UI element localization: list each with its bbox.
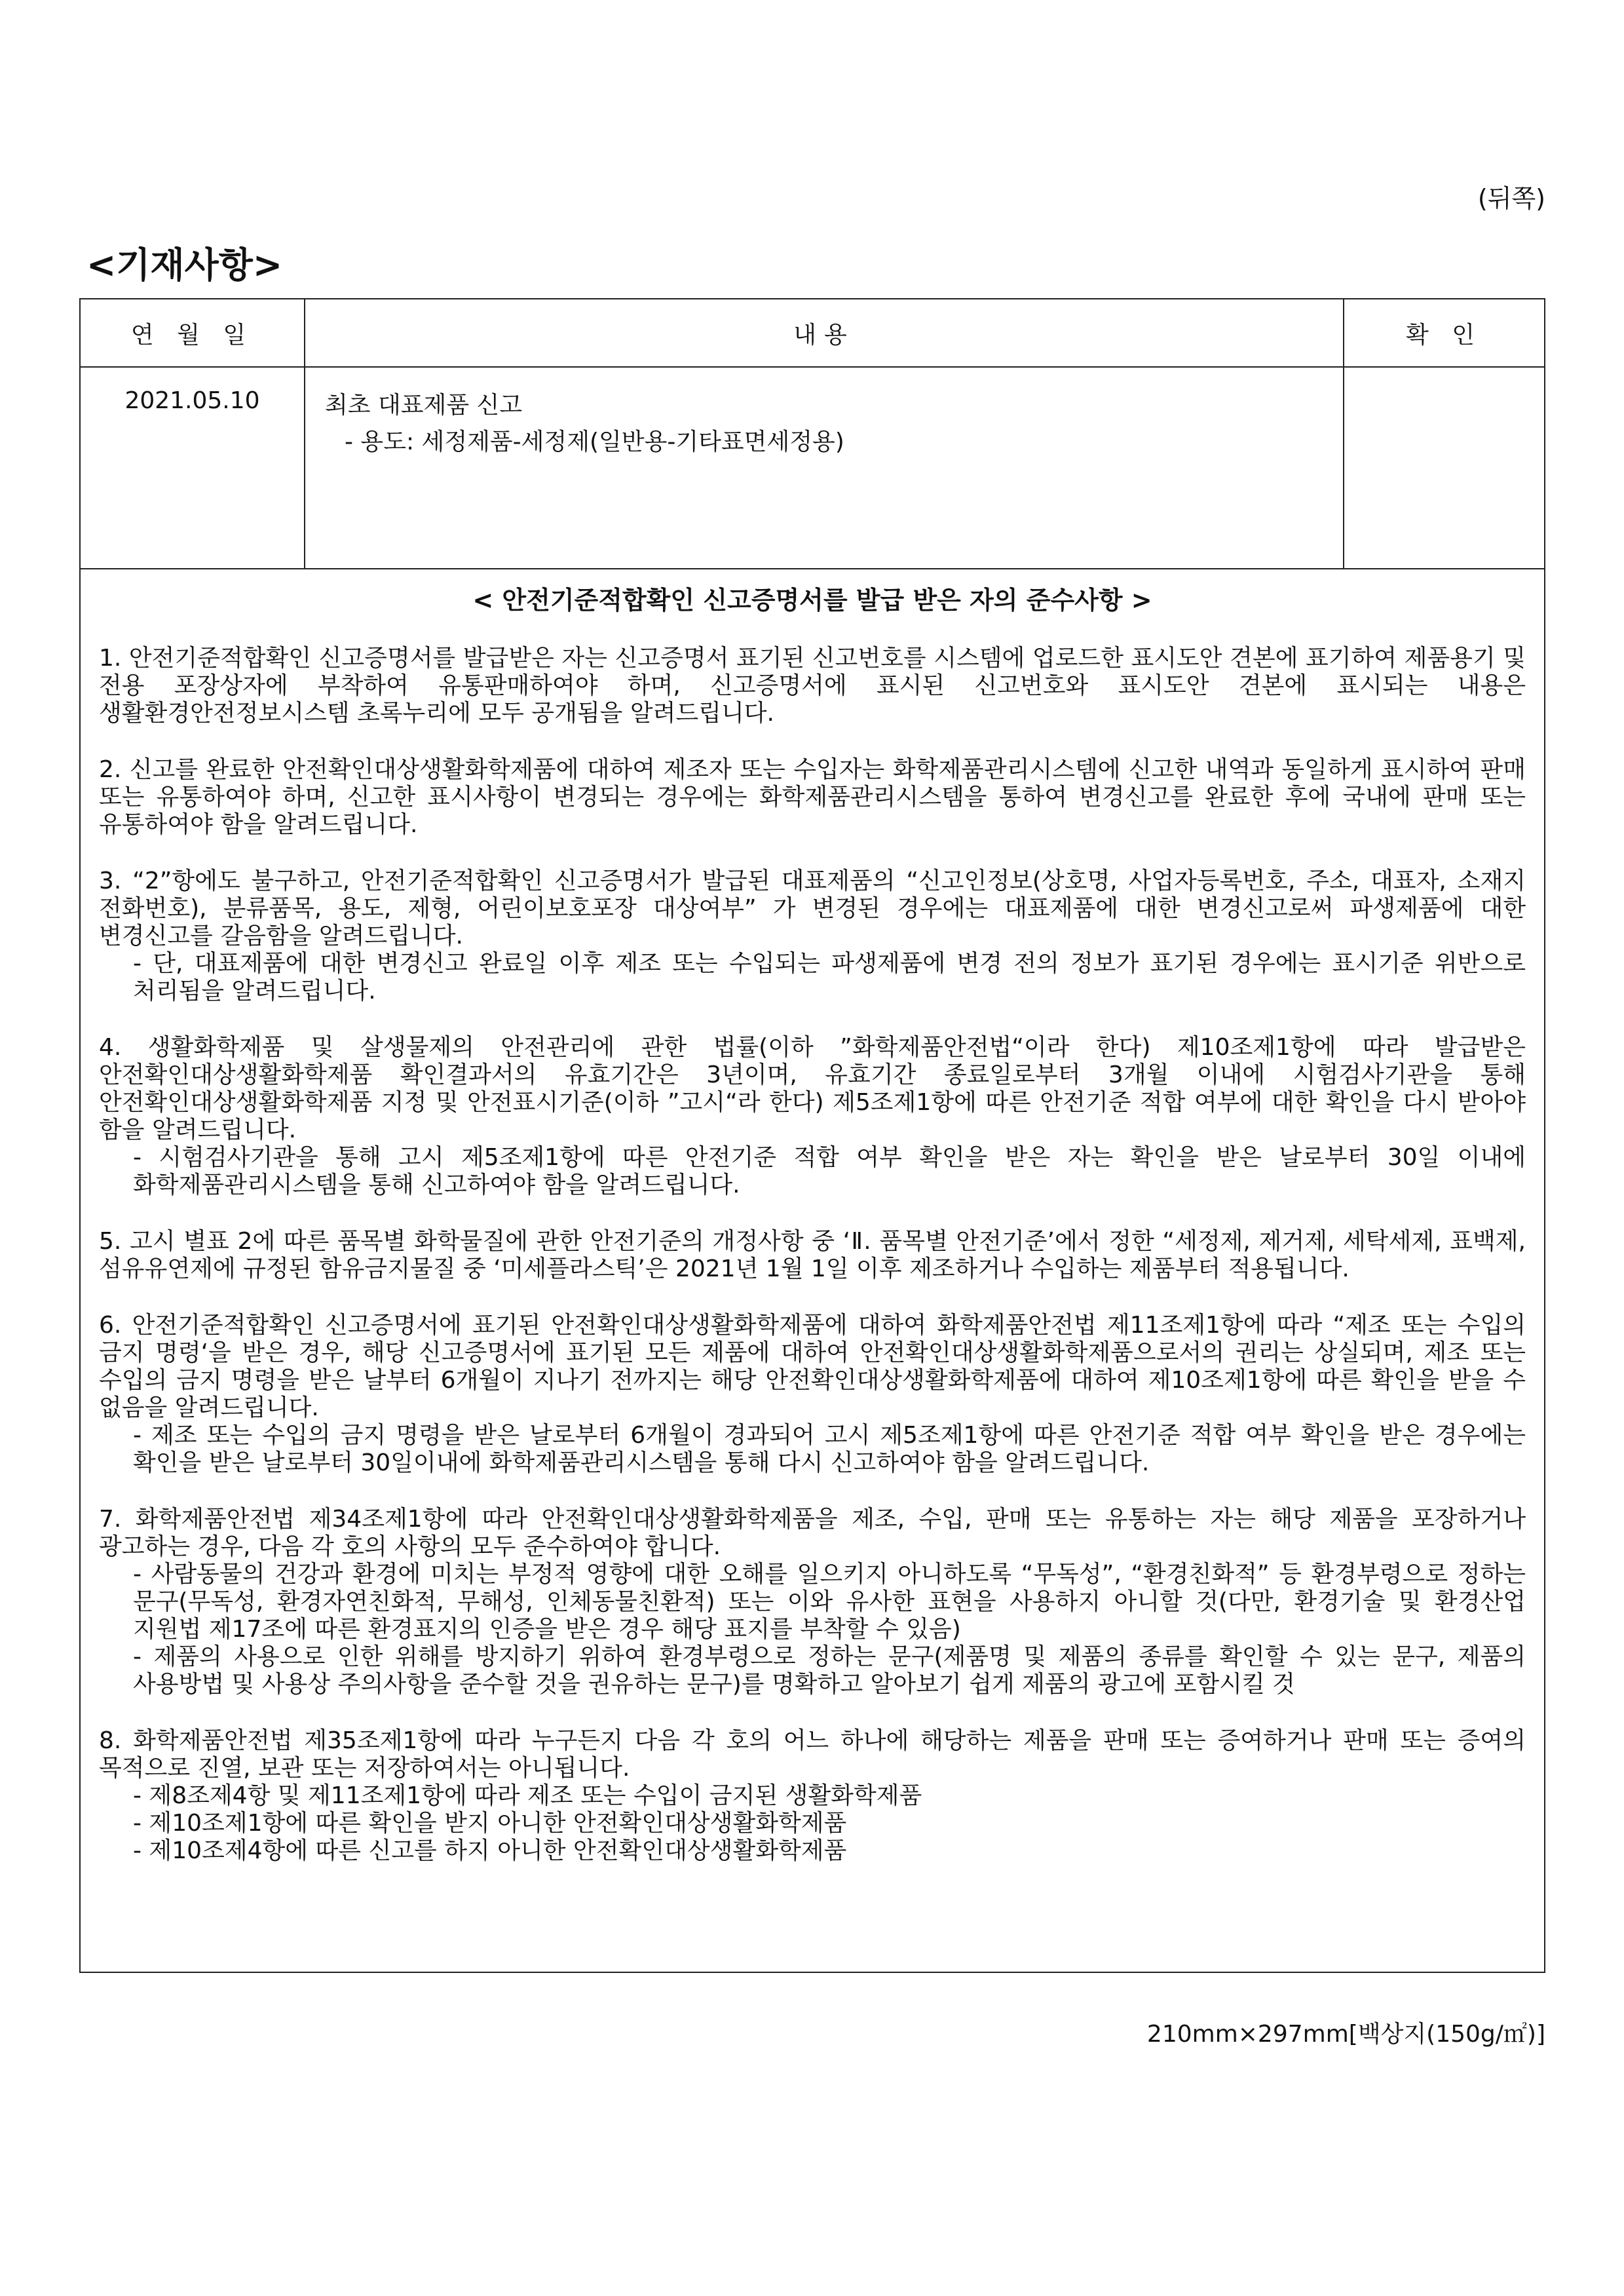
- notice-item-1: [99, 645, 1526, 727]
- notice-item-text: 8. 화학제품안전법 제35조제1항에 따라 누구든지 다음 각 호의 어느 하나에 해당하는 제품을 판매 또는 증여하거나 판매 또는 증여의 목적으로 진열, 보관 또는 저장하여서는 아니됩니다.: [99, 1727, 1526, 1782]
- column-header-date: 연 월 일: [80, 299, 305, 367]
- notice-item-text: 5. 고시 별표 2에 따른 품목별 화학물질에 관한 안전기준의 개정사항 중 ‘Ⅱ. 품목별 안전기준’에서 정한 “세정제, 제거제, 세탁세제, 표백제, 섬유유연제에 규정된 함유금지물질 중 ‘미세플라스틱’은 2021년 1월 1일 이후 제조하거나 수입하는 제품부터 적용됩니다.: [99, 1228, 1526, 1282]
- entry-content-title: 최초 대표제품 신고: [325, 392, 523, 419]
- notice-item-7: [99, 1506, 1526, 1698]
- notice-item-text: 6. 안전기준적합확인 신고증명서에 표기된 안전확인대상생활화학제품에 대하여 화학제품안전법 제11조제1항에 따라 “제조 또는 수입의 금지 명령‘을 받은 경우, 해당 신고증명서에 표기된 모든 제품에 대하여 안전확인대상생활화학제품으로서의 권리는 상실되며, 제조 또는 수입의 금지 명령을 받은 날부터 6개월이 지나기 전까지는 해당 안전확인대상생활화학제품에 대하여 제10조제1항에 따른 확인을 받을 수 없음을 알려드립니다.: [99, 1312, 1526, 1421]
- table-header-row: [80, 299, 1545, 367]
- entry-content: [305, 367, 1344, 569]
- notice-item-subpoint: - 제8조제4항 및 제11조제1항에 따라 제조 또는 수입이 금지된 생활화학제품: [133, 1782, 922, 1809]
- notice-items: [99, 645, 1526, 1865]
- notice-section: [80, 569, 1545, 1972]
- entry-confirm: [1344, 367, 1545, 569]
- table-row: [80, 367, 1545, 569]
- entry-content-usage: - 용도: 세정제품-세정제(일반용-기타표면세정용): [345, 429, 844, 455]
- section-title: <기재사항>: [86, 244, 283, 286]
- notice-item-subpoint: - 제조 또는 수입의 금지 명령을 받은 날로부터 6개월이 경과되어 고시 제5조제1항에 따른 안전기준 적합 여부 확인을 받은 경우에는 확인을 받은 날로부터 30일이내에 화학제품관리시스템을 통해 다시 신고하여야 함을 알려드립니다.: [133, 1422, 1526, 1476]
- notice-item-subpoint: - 제품의 사용으로 인한 위해를 방지하기 위하여 환경부령으로 정하는 문구(제품명 및 제품의 종류를 확인할 수 있는 문구, 제품의 사용방법 및 사용상 주의사항을 준수할 것을 권유하는 문구)를 명확하고 알아보기 쉽게 제품의 광고에 포함시킬 것: [133, 1643, 1526, 1698]
- notice-item-subpoint: - 단, 대표제품에 대한 변경신고 완료일 이후 제조 또는 수입되는 파생제품에 변경 전의 정보가 표기된 경우에는 표시기준 위반으로 처리됨을 알려드립니다.: [133, 950, 1526, 1004]
- notice-item-3: [99, 868, 1526, 1005]
- notice-item-text: 2. 신고를 완료한 안전확인대상생활화학제품에 대하여 제조자 또는 수입자는 화학제품관리시스템에 신고한 내역과 동일하게 표시하여 판매 또는 유통하여야 하며, 신고한 표시사항이 변경되는 경우에는 화학제품관리시스템을 통하여 변경신고를 완료한 후에 국내에 판매 또는 유통하여야 함을 알려드립니다.: [99, 756, 1526, 838]
- notice-item-5: [99, 1228, 1526, 1283]
- column-header-content: 내용: [305, 299, 1344, 367]
- notice-item-subpoint: - 사람동물의 건강과 환경에 미치는 부정적 영향에 대한 오해를 일으키지 아니하도록 “무독성”, “환경친화적” 등 환경부령으로 정하는 문구(무독성, 환경자연친화적, 무해성, 인체동물친환적) 또는 이와 유사한 표현을 사용하지 아니할 것(다만, 환경기술 및 환경산업 지원법 제17조에 따른 환경표지의 인증을 받은 경우 해당 표지를 부착할 수 있음): [133, 1561, 1526, 1643]
- notice-item-2: [99, 756, 1526, 839]
- notice-item-subpoint: - 제10조제4항에 따른 신고를 하지 아니한 안전확인대상생활화학제품: [133, 1837, 847, 1864]
- notice-item-text: 1. 안전기준적합확인 신고증명서를 발급받은 자는 신고증명서 표기된 신고번호를 시스템에 업로드한 표시도안 견본에 표기하여 제품용기 및 전용 포장상자에 부착하여 유통판매하여야 하며, 신고증명서에 표시된 신고번호와 표시도안 견본에 표시되는 내용은 생활환경안전정보시스템 초록누리에 모두 공개됨을 알려드립니다.: [99, 645, 1526, 727]
- record-table: [79, 298, 1545, 1973]
- notice-item-6: [99, 1312, 1526, 1477]
- notice-item-subpoint: - 제10조제1항에 따른 확인을 받지 아니한 안전확인대상생활화학제품: [133, 1810, 847, 1837]
- paper-spec-note: 210mm×297mm[백상지(150g/㎡)]: [1146, 2021, 1545, 2048]
- back-side-label: (뒤쪽): [1477, 184, 1545, 213]
- notice-item-text: 3. “2”항에도 불구하고, 안전기준적합확인 신고증명서가 발급된 대표제품의 “신고인정보(상호명, 사업자등록번호, 주소, 대표자, 소재지 전화번호), 분류품목, 용도, 제형, 어린이보호포장 대상여부” 가 변경된 경우에는 대표제품에 대한 변경신고로써 파생제품에 대한 변경신고를 갈음함을 알려드립니다.: [99, 868, 1526, 949]
- notice-item-text: 7. 화학제품안전법 제34조제1항에 따라 안전확인대상생활화학제품을 제조, 수입, 판매 또는 유통하는 자는 해당 제품을 포장하거나 광고하는 경우, 다음 각 호의 사항의 모두 준수하여야 합니다.: [99, 1506, 1526, 1560]
- notice-item-4: [99, 1034, 1526, 1199]
- entry-date: 2021.05.10: [80, 367, 305, 569]
- notice-row: [80, 569, 1545, 1972]
- column-header-confirm: 확 인: [1344, 299, 1545, 367]
- notice-item-subpoint: - 시험검사기관을 통해 고시 제5조제1항에 따른 안전기준 적합 여부 확인을 받은 자는 확인을 받은 날로부터 30일 이내에 화학제품관리시스템을 통해 신고하여야 함을 알려드립니다.: [133, 1144, 1526, 1198]
- notice-item-text: 4. 생활화학제품 및 살생물제의 안전관리에 관한 법률(이하 ”화학제품안전법“이라 한다) 제10조제1항에 따라 발급받은 안전확인대상생활화학제품 확인결과서의 유효기간은 3년이며, 유효기간 종료일로부터 3개월 이내에 시험검사기관을 통해 안전확인대상생활화학제품 지정 및 안전표시기준(이하 ”고시“라 한다) 제5조제1항에 따른 안전기준 적합 여부에 대한 확인을 다시 받아야 함을 알려드립니다.: [99, 1034, 1526, 1143]
- notice-heading: < 안전기준적합확인 신고증명서를 발급 받은 자의 준수사항 >: [472, 586, 1152, 615]
- notice-item-8: [99, 1727, 1526, 1865]
